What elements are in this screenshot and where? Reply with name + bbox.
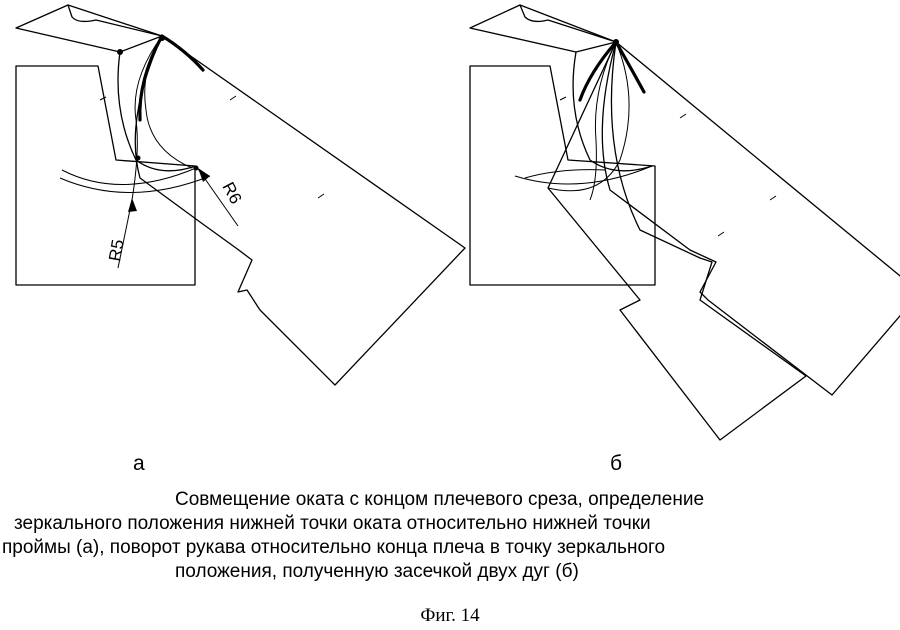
radius-label-r5: R5 <box>105 237 128 263</box>
point-armhole-bottom-a <box>194 166 199 171</box>
cap-bold-right-b <box>616 42 644 92</box>
diagram-b <box>470 5 900 440</box>
point-cap-bottom-a <box>136 156 141 161</box>
point-neck-a <box>117 49 123 55</box>
bodice-shoulder-outline-b <box>470 5 616 52</box>
point-shoulder-end-b <box>613 39 619 45</box>
arrowhead-r5 <box>128 198 137 212</box>
sleeve-original-outline-b <box>520 5 900 395</box>
armhole-curve-a <box>118 52 196 171</box>
arc-intersection-2-b <box>525 170 605 178</box>
diagram-a-label: а <box>133 452 145 475</box>
diagram-a <box>16 5 465 385</box>
point-shoulder-end-a <box>159 35 165 41</box>
radius-label-r6: R6 <box>218 178 246 208</box>
figure-number: Фиг. 14 <box>420 605 480 626</box>
cap-start-bold-a <box>140 36 162 120</box>
bodice-lower-block-a <box>16 66 195 285</box>
sleeve-outline-a <box>68 5 465 385</box>
sleeve-notches-b <box>560 97 776 236</box>
sleeve-notches-a <box>100 96 324 198</box>
cap-bold-left-b <box>580 42 616 100</box>
diagram-b-label: б <box>610 452 623 475</box>
figure-caption <box>0 488 900 584</box>
caption-line-1: Совмещение оката с концом плечевого среза, определение <box>175 489 705 510</box>
caption-line-3: проймы (а), поворот рукава относительно конца плеча в точку зеркального <box>2 537 666 558</box>
caption-line-2: зеркального положения нижней точки оката относительно нижней точки <box>14 513 651 534</box>
shoulder-seam-bold-a <box>162 36 203 70</box>
caption-line-4: положения, полученную засечкой двух дуг (б) <box>175 561 579 582</box>
